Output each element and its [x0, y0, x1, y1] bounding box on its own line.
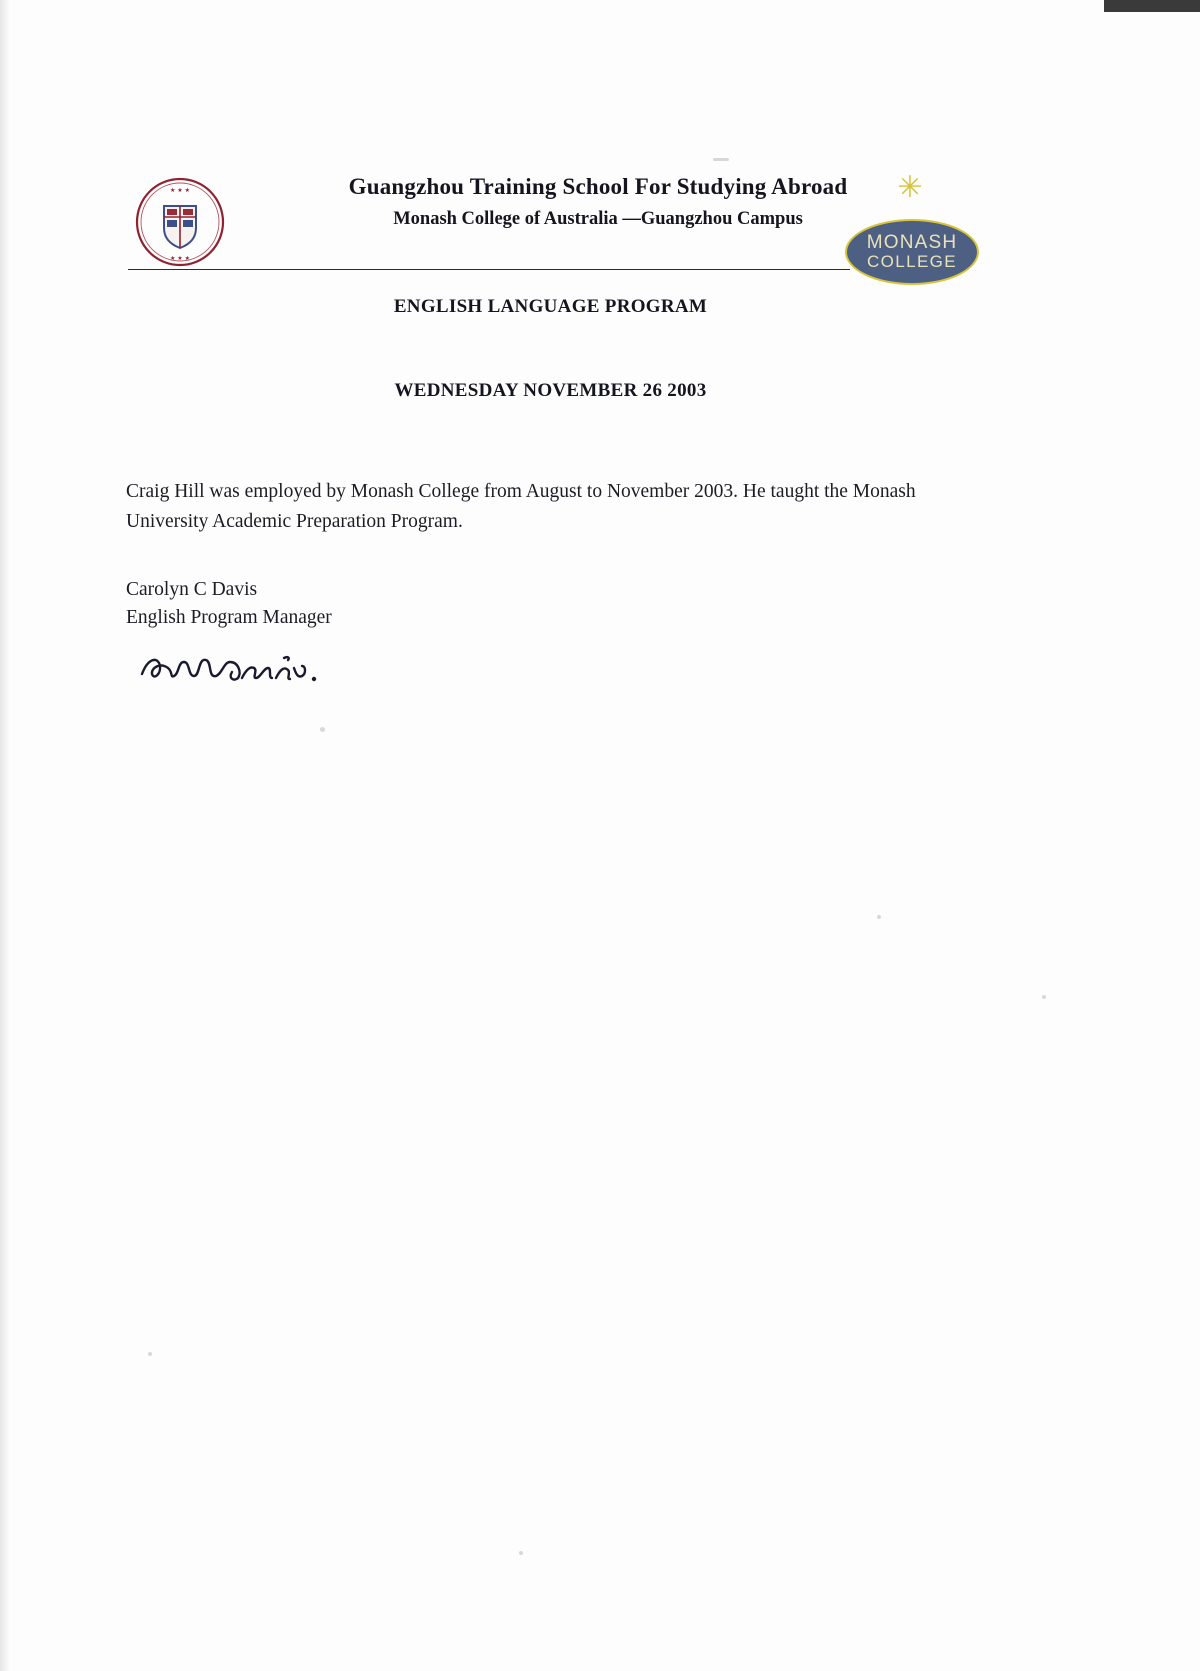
scan-speck [519, 1551, 523, 1555]
signatory-name: Carolyn C Davis [126, 579, 258, 600]
monash-logo-line1: MONASH [866, 232, 958, 253]
monash-logo-ellipse [845, 219, 979, 285]
organisation-name: Guangzhou Training School For Studying Abroad [348, 174, 848, 199]
scan-speck [1042, 995, 1046, 999]
svg-text:★ ★ ★: ★ ★ ★ [170, 255, 190, 262]
scan-speck [320, 727, 325, 732]
body-paragraph: Craig Hill was employed by Monash College from August to November 2003. He taught the Monash University Academic Preparation Program. [126, 481, 916, 532]
scan-edge-shadow [0, 0, 10, 1671]
scan-corner-mark [1104, 0, 1200, 12]
monash-college-logo [845, 171, 975, 285]
letterhead-text-block [258, 171, 938, 230]
scan-speck [148, 1352, 152, 1356]
star-icon: ✳ [897, 171, 923, 204]
monash-logo-line2: COLLEGE [866, 252, 958, 271]
signatory-title: English Program Manager [126, 607, 332, 628]
program-title: ENGLISH LANGUAGE PROGRAM [393, 296, 708, 317]
svg-text:★ ★ ★: ★ ★ ★ [170, 187, 190, 194]
header-divider [128, 269, 850, 270]
university-crest-icon [134, 176, 226, 268]
signatory-block [126, 576, 726, 632]
handwritten-signature-icon [138, 648, 438, 696]
campus-name: Monash College of Australia —Guangzhou Campus [393, 209, 803, 229]
scan-speck [877, 915, 881, 919]
document-date: WEDNESDAY NOVEMBER 26 2003 [394, 380, 707, 401]
scan-speck [713, 158, 729, 161]
